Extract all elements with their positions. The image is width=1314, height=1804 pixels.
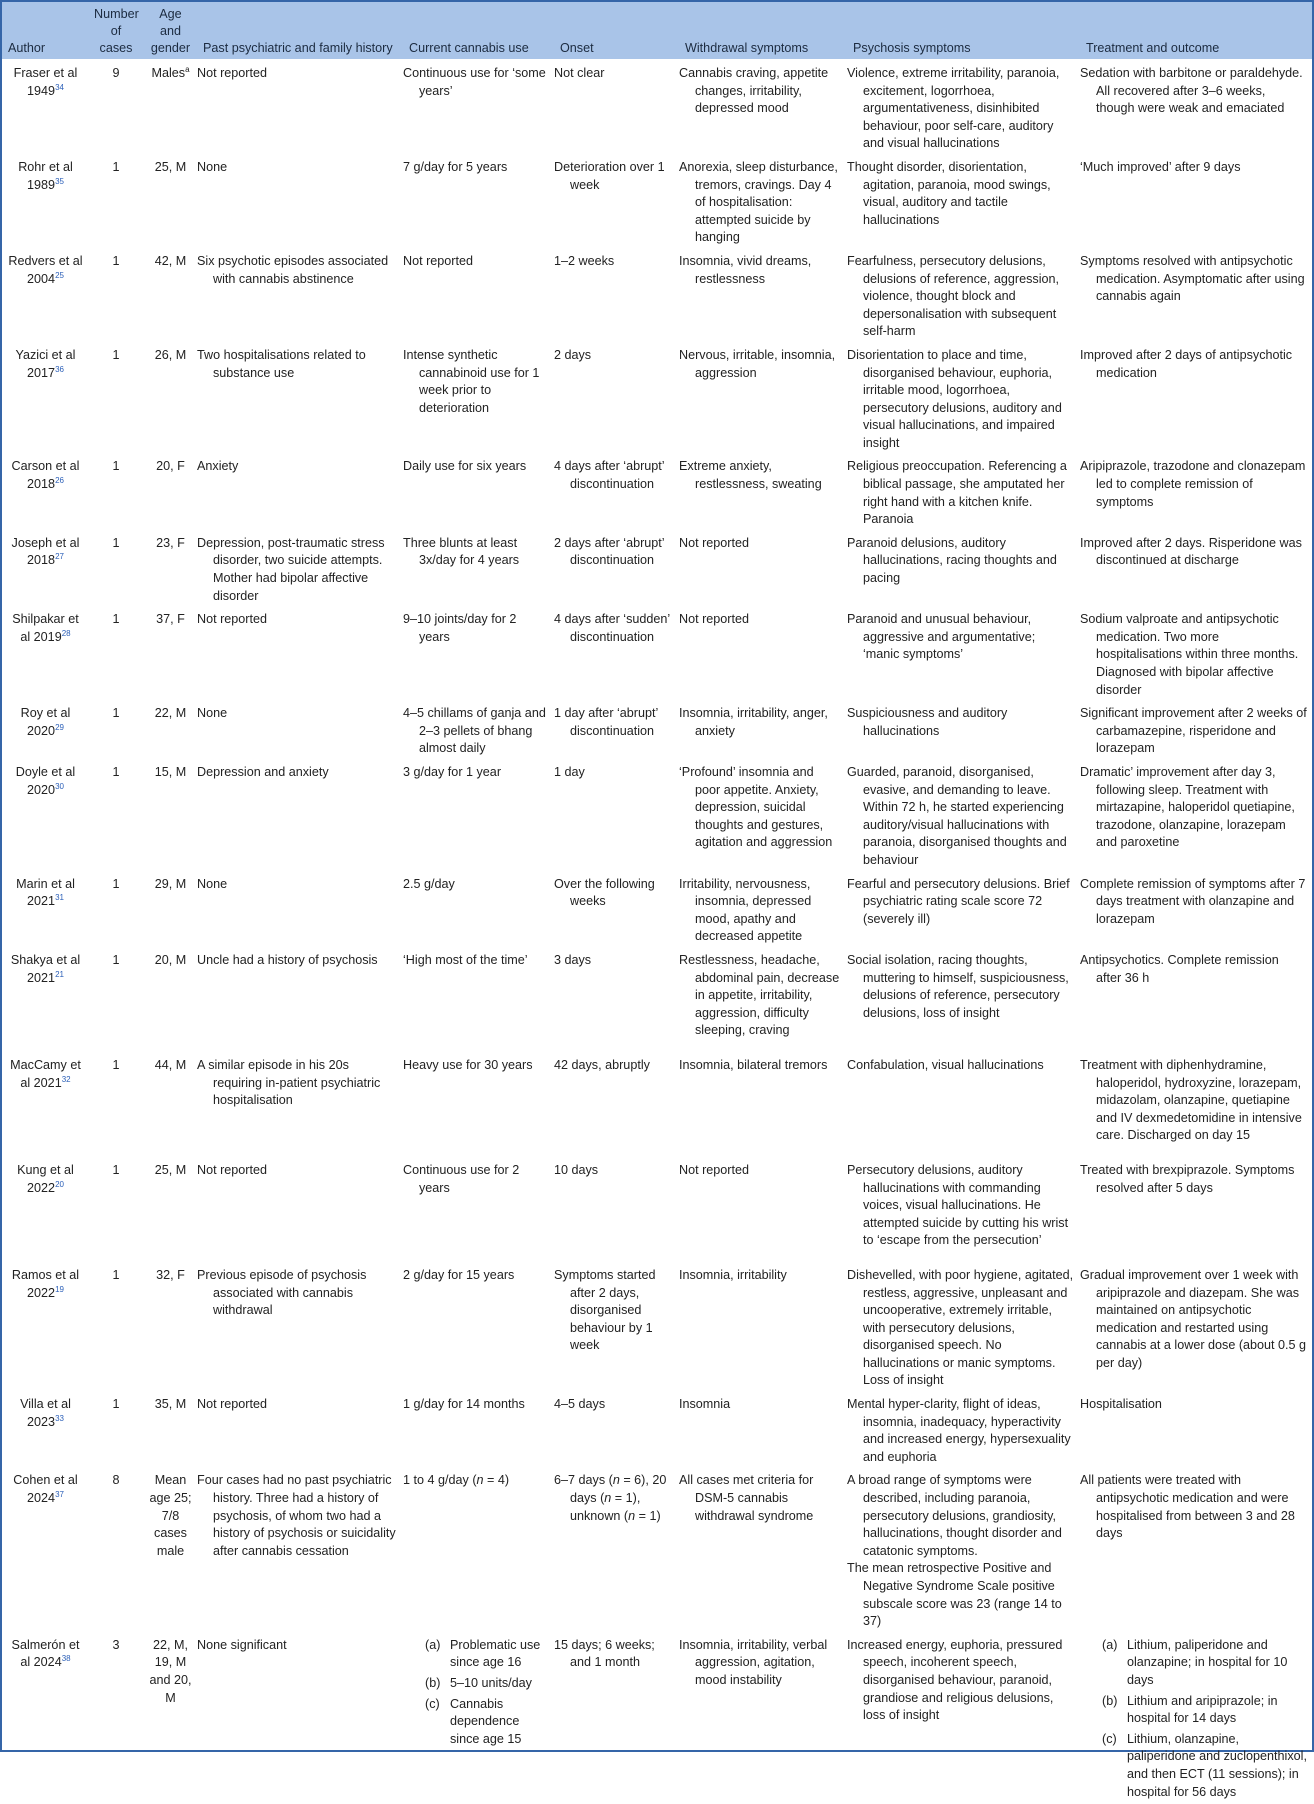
withdrawal-cell: Nervous, irritable, insomnia, aggression [679, 347, 836, 380]
author-name: Carson et al 2018 [11, 459, 80, 492]
psychosis-cell: Fearful and persecutory delusions. Brief psychiatric rating scale score 72 (severely ill) [847, 876, 1070, 926]
treatment-cell: Improved after 2 days. Risperidone was discontinued at discharge [1080, 535, 1302, 568]
reference-link[interactable]: 32 [61, 1074, 71, 1084]
author-cell [2, 946, 88, 1051]
list-item [425, 1675, 549, 1693]
psychosis-cell: Guarded, paranoid, disorganised, evasive, and demanding to leave. Within 72 h, he started experiencing auditory/visual hallucinations with paranoia, disorganised thoughts and behaviour [847, 764, 1067, 867]
cases-cell: 8 [112, 1473, 120, 1488]
age-cell: 23, F [156, 535, 185, 550]
psychosis-text: The mean retrospective Positive and Negative Syndrome Scale positive subscale score was 23 (range 14 to 37) [847, 1561, 1062, 1629]
age-cell: 37, F [156, 612, 185, 627]
reference-link[interactable]: 36 [55, 364, 64, 374]
withdrawal-cell: Insomnia, vivid dreams, restlessness [679, 253, 812, 286]
author-cell [2, 1466, 88, 1630]
onset-cell: 42 days, abruptly [554, 1057, 650, 1072]
history-cell: Four cases had no past psychiatric history. Three had a history of psychosis, of whom two had a history of psychosis or suicidality after cannabis cessation [197, 1473, 396, 1558]
list-text: 5–10 units/day [450, 1675, 532, 1690]
cannabis-use-cell: Continuous use for 2 years [403, 1162, 520, 1195]
reference-link[interactable]: 38 [61, 1654, 71, 1664]
onset-cell: Symptoms started after 2 days, disorganised behaviour by 1 week [554, 1267, 656, 1353]
header-onset: Onset [554, 2, 679, 59]
header-cannabis: Current cannabis use [403, 2, 554, 59]
header-age: Age and gender [143, 2, 197, 59]
reference-link[interactable]: 25 [55, 270, 64, 280]
psychosis-cell: Suspiciousness and auditory hallucinations [847, 706, 1008, 738]
onset-cell: 1 day after ‘abrupt’ discontinuation [554, 706, 658, 738]
treatment-cell: Antipsychotics. Complete remission after 36 h [1080, 952, 1279, 985]
list-item [1102, 1693, 1307, 1728]
treatment-cell: Sedation with barbitone or paraldehyde. All recovered after 3–6 weeks, though were weak and emaciated [1080, 66, 1303, 116]
cases-cell: 1 [112, 876, 120, 891]
table-row [2, 1156, 1312, 1261]
withdrawal-cell: Not reported [679, 1162, 750, 1177]
cases-cell: 1 [112, 253, 120, 268]
author-name: Villa et al 2023 [20, 1397, 71, 1429]
onset-cell: Deterioration over 1 week [554, 159, 665, 192]
withdrawal-cell: Insomnia, irritability [679, 1267, 787, 1282]
list-text: Lithium, olanzapine, paliperidone and zuclopenthixol, and then ECT (11 sessions); in hospital for 56 days [1127, 1731, 1307, 1799]
treatment-cell: All patients were treated with antipsychotic medication and were hospitalised from between 3 and 28 days [1080, 1473, 1295, 1541]
header-row [2, 2, 1312, 59]
n-symbol: n [604, 1491, 612, 1506]
withdrawal-cell: Not reported [679, 612, 750, 627]
list-item [1102, 1637, 1307, 1690]
table-row [2, 1390, 1312, 1466]
psychosis-cell: Dishevelled, with poor hygiene, agitated, restless, aggressive, unpleasant and uncooperative, extremely irritable, with persecutory delusions, disorganised speech. No hallucinations or manic symptoms. Loss of insight [847, 1267, 1074, 1388]
list-item [425, 1696, 549, 1749]
author-cell [2, 341, 88, 453]
cases-cell: 1 [112, 952, 120, 967]
psychosis-cell: Persecutory delusions, auditory hallucinations with commanding voices, visual hallucinations. He attempted suicide by cutting his wrist to ‘escape from the persecution’ [847, 1162, 1069, 1248]
cannabis-use-cell: 3 g/day for 1 year [403, 764, 502, 779]
history-cell: None [197, 876, 228, 891]
cannabis-use-cell: Daily use for six years [403, 459, 527, 474]
age-cell [143, 59, 197, 153]
withdrawal-cell: All cases met criteria for DSM-5 cannabis withdrawal syndrome [679, 1473, 814, 1523]
table-row [2, 153, 1312, 247]
history-cell: Not reported [197, 1162, 268, 1177]
withdrawal-cell: Cannabis craving, appetite changes, irritability, depressed mood [679, 66, 829, 116]
header-cases: Number of cases [88, 2, 143, 59]
history-cell: Not reported [197, 612, 268, 627]
author-name: Shakya et al 2021 [10, 952, 81, 985]
list-marker: (a) [1102, 1637, 1118, 1652]
author-name: Marin et al 2021 [16, 876, 75, 909]
onset-cell: 15 days; 6 weeks; and 1 month [554, 1637, 655, 1670]
cannabis-use-cell [403, 1466, 554, 1630]
onset-cell: 2 days after ‘abrupt’ discontinuation [554, 535, 665, 568]
author-cell [2, 605, 88, 699]
cases-cell: 9 [112, 66, 120, 80]
table-row [2, 247, 1312, 341]
psychosis-text: A broad range of symptoms were described, including paranoia, persecutory delusions, grandiosity, hallucinations, thought disorder and catatonic symptoms. [847, 1473, 1062, 1558]
author-name: Salmerón et al 2024 [11, 1637, 80, 1670]
author-cell [2, 153, 88, 247]
onset-text: 6–7 days ( [554, 1473, 613, 1488]
cannabis-text: = 4) [483, 1473, 510, 1488]
age-cell: Mean age 25; 7/8 cases male [149, 1473, 192, 1558]
treatment-cell: Treated with brexpiprazole. Symptoms resolved after 5 days [1080, 1162, 1295, 1195]
history-cell: Not reported [197, 1397, 268, 1412]
list-text: Lithium, paliperidone and olanzapine; in hospital for 10 days [1127, 1637, 1288, 1687]
cannabis-use-cell: 1 g/day for 14 months [403, 1397, 525, 1412]
author-cell [2, 529, 88, 605]
treatment-cell: Significant improvement after 2 weeks of carbamazepine, risperidone and lorazepam [1080, 706, 1307, 756]
withdrawal-cell: Insomnia, irritability, anger, anxiety [679, 706, 828, 738]
author-name: MacCamy et al 2021 [10, 1057, 81, 1090]
author-name: Kung et al 2022 [17, 1162, 74, 1195]
author-cell [2, 758, 88, 870]
treatment-list [1102, 1637, 1307, 1801]
onset-cell: 2 days [554, 347, 592, 362]
cannabis-use-cell: Three blunts at least 3x/day for 4 years [403, 535, 520, 568]
age-cell: 44, M [154, 1057, 187, 1072]
history-cell: Previous episode of psychosis associated with cannabis withdrawal [197, 1267, 367, 1318]
cases-cell: 3 [112, 1637, 120, 1652]
age-cell: 32, F [156, 1267, 185, 1282]
table-row [2, 59, 1312, 153]
onset-cell: Over the following weeks [554, 876, 655, 909]
n-symbol: n [628, 1508, 636, 1523]
cannabis-use-cell: Intense synthetic cannabinoid use for 1 week prior to deterioration [403, 347, 540, 415]
treatment-cell: ‘Much improved’ after 9 days [1080, 159, 1241, 174]
age-text: Males [151, 66, 186, 80]
onset-cell: Not clear [554, 66, 605, 80]
age-cell: 35, M [154, 1397, 187, 1412]
author-cell [2, 59, 88, 153]
list-item [425, 1637, 549, 1672]
author-name: Ramos et al 2022 [11, 1267, 80, 1300]
treatment-cell: Hospitalisation [1080, 1397, 1162, 1412]
reference-link[interactable]: 34 [55, 82, 64, 92]
onset-cell: 4 days after ‘sudden’ discontinuation [554, 612, 670, 644]
header-treatment: Treatment and outcome [1080, 2, 1312, 59]
age-cell: 20, M [154, 952, 187, 967]
reference-link[interactable]: 33 [55, 1413, 64, 1423]
list-marker: (c) [425, 1696, 440, 1711]
reference-link[interactable]: 26 [55, 476, 64, 486]
cannabis-use-cell [403, 1631, 554, 1804]
psychosis-cell: Fearfulness, persecutory delusions, delusions of reference, aggression, violence, thought block and depersonalisation with subsequent self-harm [847, 253, 1060, 339]
case-reports-table [2, 2, 1312, 1804]
cannabis-use-cell: Continuous use for ‘some years’ [403, 66, 546, 98]
psychosis-cell: Paranoid delusions, auditory hallucinations, racing thoughts and pacing [847, 535, 1057, 586]
history-cell: Two hospitalisations related to substance use [197, 347, 366, 380]
author-cell [2, 452, 88, 528]
reference-link[interactable]: 29 [55, 722, 64, 732]
author-cell [2, 1051, 88, 1156]
age-cell: 15, M [154, 764, 187, 779]
history-cell: Not reported [197, 66, 268, 80]
author-name: Doyle et al 2020 [15, 764, 76, 797]
onset-cell: 1 day [554, 764, 585, 779]
history-cell: None [197, 706, 228, 721]
cannabis-use-cell: Not reported [403, 253, 474, 268]
psychosis-cell [847, 1466, 1080, 1630]
footnote-marker: a [185, 65, 190, 74]
cases-cell: 1 [112, 347, 120, 362]
onset-text: = 1) [635, 1508, 661, 1523]
history-cell: A similar episode in his 20s requiring in-patient psychiatric hospitalisation [197, 1057, 381, 1108]
history-cell: None [197, 159, 228, 174]
author-name: Joseph et al 2018 [11, 535, 80, 568]
cannabis-use-cell: 2.5 g/day [403, 876, 455, 891]
cannabis-use-cell: Heavy use for 30 years [403, 1057, 533, 1072]
list-item [1102, 1731, 1307, 1801]
psychosis-cell: Religious preoccupation. Referencing a biblical passage, she amputated her right hand with a kitchen knife. Paranoia [847, 459, 1067, 527]
cannabis-use-cell: 4–5 chillams of ganja and 2–3 pellets of bhang almost daily [403, 706, 546, 756]
psychosis-cell: Thought disorder, disorientation, agitation, paranoia, mood swings, visual, auditory and tactile hallucinations [847, 159, 1051, 227]
list-marker: (b) [425, 1675, 441, 1690]
n-symbol: n [612, 1473, 620, 1488]
list-text: Cannabis dependence since age 15 [450, 1696, 522, 1746]
treatment-cell: Dramatic’ improvement after day 3, following sleep. Treatment with mirtazapine, haloperidol quetiapine, trazodone, olanzapine, lorazepam and paroxetine [1080, 764, 1295, 850]
age-cell: 26, M [154, 347, 187, 362]
author-name: Cohen et al 2024 [13, 1473, 78, 1506]
psychosis-cell: Confabulation, visual hallucinations [847, 1057, 1044, 1072]
author-cell [2, 1390, 88, 1466]
list-text: Problematic use since age 16 [450, 1637, 541, 1670]
table-row [2, 1631, 1312, 1804]
cases-cell: 1 [112, 535, 120, 550]
reference-link[interactable]: 31 [55, 893, 64, 903]
treatment-cell: Complete remission of symptoms after 7 days treatment with olanzapine and lorazepam [1080, 876, 1306, 926]
table-row [2, 758, 1312, 870]
cannabis-text: 1 to 4 g/day ( [403, 1473, 477, 1488]
treatment-cell: Aripiprazole, trazodone and clonazepam led to complete remission of symptoms [1080, 459, 1306, 509]
reference-link[interactable]: 20 [55, 1179, 64, 1189]
withdrawal-cell: ‘Profound’ insomnia and poor appetite. Anxiety, depression, suicidal thoughts and gestures, agitation and aggression [679, 764, 833, 850]
author-name: Fraser et al 1949 [13, 66, 78, 98]
author-cell [2, 699, 88, 758]
table-row [2, 1051, 1312, 1156]
table-row [2, 1466, 1312, 1630]
author-cell [2, 1631, 88, 1804]
withdrawal-cell: Extreme anxiety, restlessness, sweating [679, 459, 822, 492]
table-row [2, 699, 1312, 758]
withdrawal-cell: Not reported [679, 535, 750, 550]
table-row [2, 946, 1312, 1051]
onset-cell: 1–2 weeks [554, 253, 615, 268]
author-name: Redvers et al 2004 [8, 253, 83, 286]
author-name: Roy et al 2020 [20, 706, 71, 738]
history-cell: Uncle had a history of psychosis [197, 952, 378, 967]
onset-cell [554, 1466, 679, 1630]
age-cell: 22, M [154, 706, 187, 721]
cases-cell: 1 [112, 1267, 120, 1282]
table-row [2, 870, 1312, 946]
age-cell: 25, M [154, 1162, 187, 1177]
reference-link[interactable]: 35 [55, 176, 64, 186]
treatment-cell: Sodium valproate and antipsychotic medication. Two more hospitalisations within three months. Diagnosed with bipolar affective disorder [1080, 612, 1299, 697]
reference-link[interactable]: 21 [55, 969, 64, 979]
onset-cell: 4 days after ‘abrupt’ discontinuation [554, 459, 665, 492]
author-cell [2, 1156, 88, 1261]
reference-link[interactable]: 27 [55, 552, 64, 562]
cases-cell: 1 [112, 459, 120, 474]
reference-link[interactable]: 19 [55, 1284, 64, 1294]
psychosis-cell: Increased energy, euphoria, pressured speech, incoherent speech, disorganised behaviour, paranoid, grandiose and religious delusions, loss of insight [847, 1637, 1063, 1723]
cannabis-use-cell: 9–10 joints/day for 2 years [403, 612, 517, 644]
psychosis-cell: Social isolation, racing thoughts, muttering to himself, suspiciousness, delusions of reference, persecutory delusions, loss of insight [847, 952, 1069, 1020]
table-row [2, 341, 1312, 453]
list-marker: (c) [1102, 1731, 1117, 1746]
psychosis-cell: Violence, extreme irritability, paranoia, excitement, logorrhoea, argumentativeness, disinhibited behaviour, poor self-care, auditory and visual hallucinations [847, 66, 1060, 151]
cases-cell: 1 [112, 706, 120, 721]
onset-cell: 3 days [554, 952, 592, 967]
reference-link[interactable]: 30 [55, 781, 64, 791]
cases-cell: 1 [112, 1162, 120, 1177]
author-cell [2, 870, 88, 946]
treatment-cell [1080, 1631, 1312, 1804]
withdrawal-cell: Insomnia [679, 1397, 731, 1412]
table-row [2, 529, 1312, 605]
age-cell: 22, M, 19, M and 20, M [149, 1637, 192, 1705]
psychosis-cell: Mental hyper-clarity, flight of ideas, insomnia, inadequacy, hyperactivity and increased energy, hypersexuality and euphoria [847, 1397, 1071, 1464]
header-withdrawal: Withdrawal symptoms [679, 2, 847, 59]
table-row [2, 605, 1312, 699]
onset-text: = 1), unknown ( [570, 1491, 641, 1523]
n-symbol: n [476, 1473, 484, 1488]
reference-link[interactable]: 28 [61, 628, 71, 638]
list-marker: (a) [425, 1637, 441, 1652]
list-marker: (b) [1102, 1693, 1118, 1708]
onset-cell: 4–5 days [554, 1397, 606, 1412]
cannabis-use-cell: 7 g/day for 5 years [403, 159, 508, 174]
author-cell [2, 247, 88, 341]
age-cell: 25, M [154, 159, 187, 174]
history-cell: Depression, post-traumatic stress disorder, two suicide attempts. Mother had bipolar affective disorder [197, 535, 385, 603]
table-row [2, 452, 1312, 528]
author-name: Rohr et al 1989 [18, 159, 73, 192]
psychosis-cell: Disorientation to place and time, disorganised behaviour, euphoria, irritable mood, logorrhoea, persecutory delusions, auditory and visual hallucinations, and impaired insight [847, 347, 1062, 450]
withdrawal-cell: Restlessness, headache, abdominal pain, decrease in appetite, irritability, aggression, difficulty sleeping, craving [679, 952, 840, 1038]
withdrawal-cell: Insomnia, bilateral tremors [679, 1057, 828, 1072]
treatment-cell: Treatment with diphenhydramine, haloperidol, hydroxyzine, lorazepam, midazolam, olanzapine, quetiapine and IV dexmedetomidine in intensive care. Discharged on day 15 [1080, 1057, 1302, 1143]
withdrawal-cell: Anorexia, sleep disturbance, tremors, cravings. Day 4 of hospitalisation: attempted suicide by hanging [679, 159, 838, 245]
author-name: Shilpakar et al 2019 [12, 612, 79, 644]
cannabis-use-list [425, 1637, 549, 1749]
onset-text: = 6), 20 days ( [570, 1473, 667, 1506]
age-cell: 42, M [154, 253, 187, 268]
cannabis-use-cell: ‘High most of the time’ [403, 952, 528, 967]
cases-cell: 1 [112, 764, 120, 779]
author-cell [2, 1261, 88, 1390]
table-row [2, 1261, 1312, 1390]
author-name: Yazici et al 2017 [15, 347, 76, 380]
list-text: Lithium and aripiprazole; in hospital for 14 days [1127, 1693, 1278, 1726]
header-author: Author [2, 2, 88, 59]
age-cell: 20, F [156, 459, 185, 474]
history-cell: None significant [197, 1637, 287, 1652]
header-history: Past psychiatric and family history [197, 2, 403, 59]
onset-cell: 10 days [554, 1162, 599, 1177]
cannabis-use-cell: 2 g/day for 15 years [403, 1267, 515, 1282]
withdrawal-cell: Insomnia, irritability, verbal aggression, agitation, mood instability [679, 1637, 828, 1687]
history-cell: Six psychotic episodes associated with cannabis abstinence [197, 253, 389, 286]
treatment-cell: Symptoms resolved with antipsychotic medication. Asymptomatic after using cannabis again [1080, 253, 1305, 304]
cases-cell: 1 [112, 1397, 120, 1412]
history-cell: Depression and anxiety [197, 764, 329, 779]
psychosis-cell: Paranoid and unusual behaviour, aggressive and argumentative; ‘manic symptoms’ [847, 612, 1036, 662]
treatment-cell: Gradual improvement over 1 week with aripiprazole and diazepam. She was maintained on antipsychotic medication and restarted using cannabis at a lower dose (about 0.5 g per day) [1080, 1267, 1307, 1370]
withdrawal-cell: Irritability, nervousness, insomnia, depressed mood, apathy and decreased appetite [679, 876, 812, 944]
reference-link[interactable]: 37 [55, 1490, 64, 1500]
header-psychosis: Psychosis symptoms [847, 2, 1080, 59]
history-cell: Anxiety [197, 459, 239, 474]
cases-cell: 1 [112, 612, 120, 627]
cases-cell: 1 [112, 1057, 120, 1072]
age-cell: 29, M [154, 876, 187, 891]
treatment-cell: Improved after 2 days of antipsychotic medication [1080, 347, 1293, 380]
cases-cell: 1 [112, 159, 120, 174]
